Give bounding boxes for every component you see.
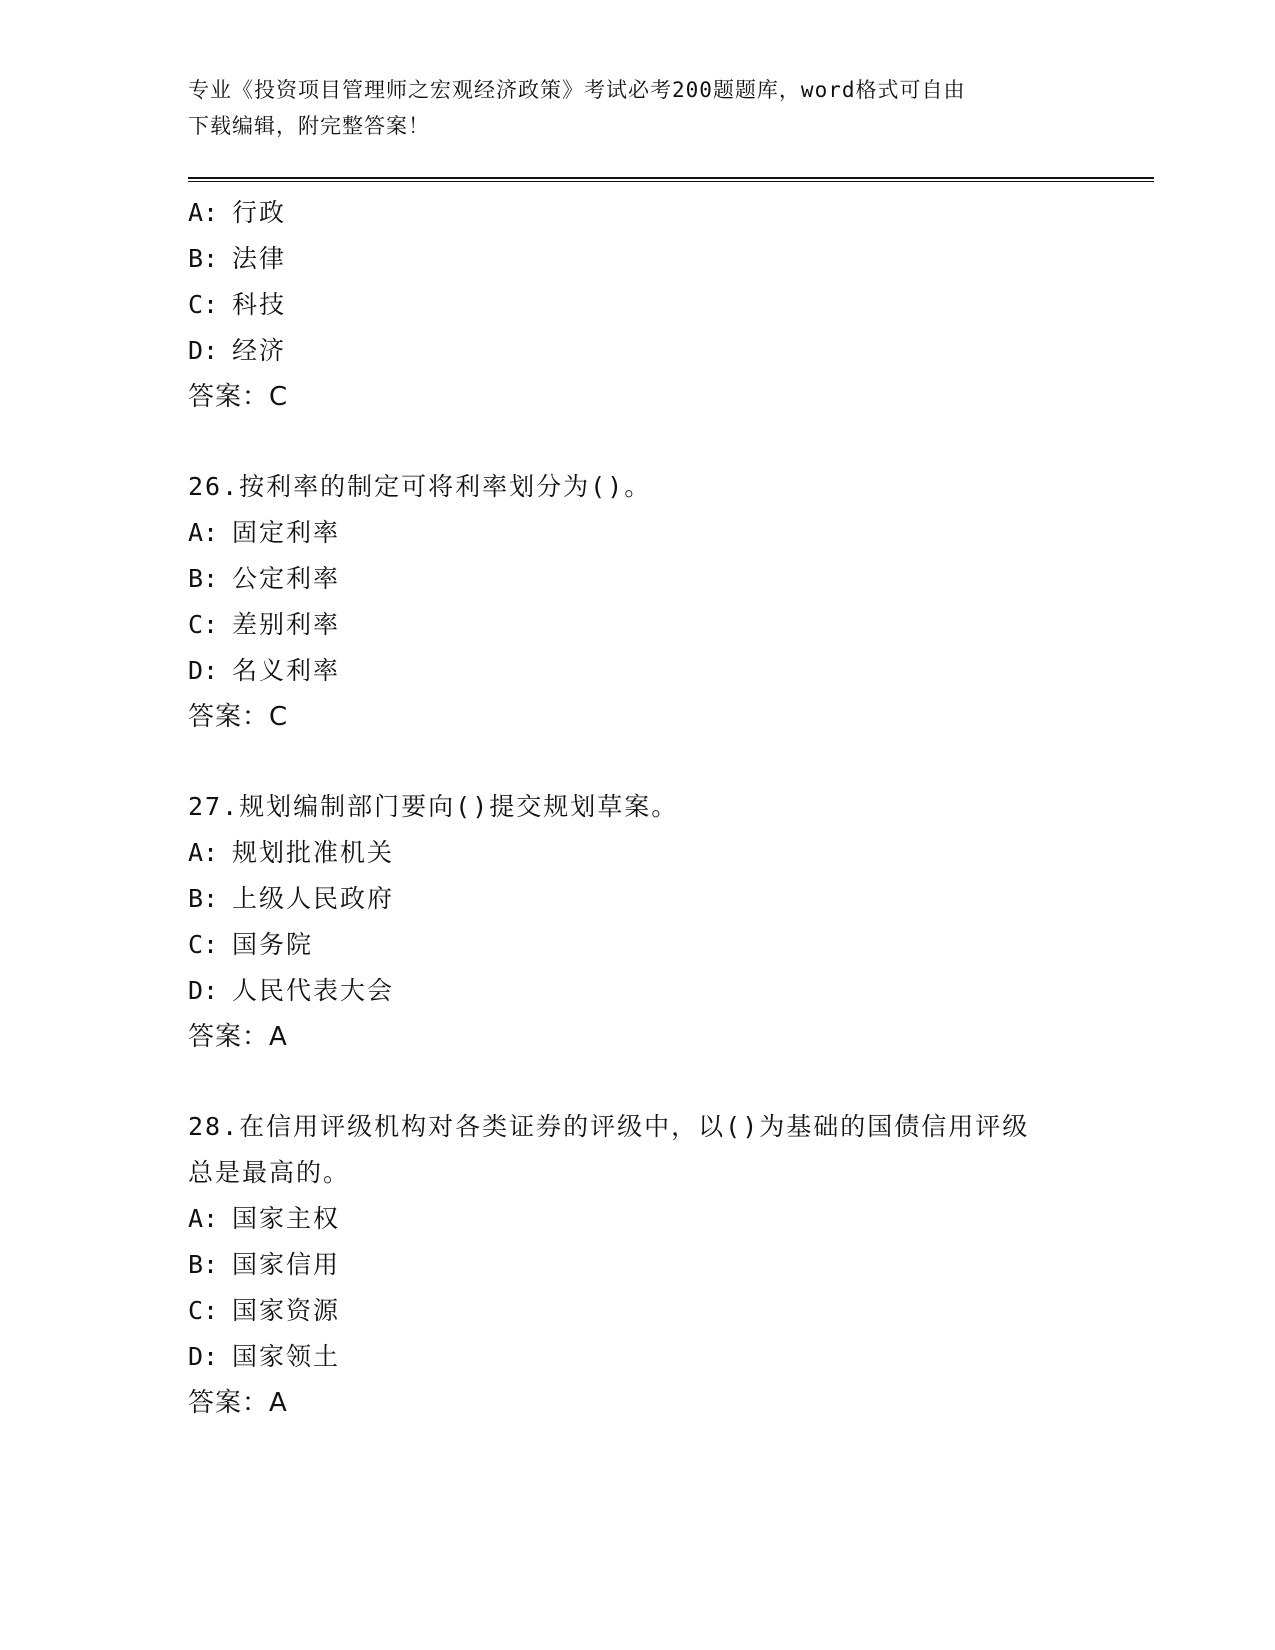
question-list xyxy=(188,190,1088,1426)
header-line-1: 专业《投资项目管理师之宏观经济政策》考试必考200题题库，word格式可自由 xyxy=(188,78,966,102)
option-text: 行政 xyxy=(232,198,287,227)
option-a xyxy=(188,190,1088,236)
option-text: 科技 xyxy=(232,290,287,319)
option-a xyxy=(188,1196,1088,1242)
option-letter: B: xyxy=(188,564,219,593)
option-c xyxy=(188,602,1088,648)
option-d xyxy=(188,328,1088,374)
option-letter: C: xyxy=(188,290,219,319)
option-a xyxy=(188,510,1088,556)
option-text: 公定利率 xyxy=(232,564,341,593)
answer-line: 答案：A xyxy=(188,1388,288,1418)
option-c xyxy=(188,922,1088,968)
option-d xyxy=(188,968,1088,1014)
option-text: 名义利率 xyxy=(232,656,341,685)
spacer xyxy=(188,1060,1088,1104)
question-stem: 27.规划编制部门要向()提交规划草案。 xyxy=(188,792,679,821)
option-letter: A: xyxy=(188,198,219,227)
option-text: 上级人民政府 xyxy=(232,884,395,913)
option-text: 差别利率 xyxy=(232,610,341,639)
question-28 xyxy=(188,1104,1088,1426)
header-line-2: 下载编辑，附完整答案！ xyxy=(188,114,430,138)
answer-line: 答案：C xyxy=(188,382,289,412)
option-d xyxy=(188,648,1088,694)
header-divider xyxy=(188,177,1154,182)
option-b xyxy=(188,1242,1088,1288)
option-text: 国家资源 xyxy=(232,1296,341,1325)
option-text: 经济 xyxy=(232,336,287,365)
question-26 xyxy=(188,464,1088,740)
question-27 xyxy=(188,784,1088,1060)
option-text: 法律 xyxy=(232,244,287,273)
question-stem-line-2: 总是最高的。 xyxy=(188,1158,351,1187)
option-a xyxy=(188,830,1088,876)
question-25-partial xyxy=(188,190,1088,420)
question-stem-line-1: 28.在信用评级机构对各类证券的评级中，以()为基础的国债信用评级 xyxy=(188,1112,1030,1141)
option-letter: D: xyxy=(188,336,219,365)
option-letter: D: xyxy=(188,1342,219,1371)
option-letter: B: xyxy=(188,1250,219,1279)
option-letter: A: xyxy=(188,1204,219,1233)
answer-line: 答案：C xyxy=(188,702,289,732)
spacer xyxy=(188,740,1088,784)
option-letter: A: xyxy=(188,838,219,867)
option-text: 人民代表大会 xyxy=(232,976,395,1005)
option-text: 国务院 xyxy=(232,930,314,959)
option-b xyxy=(188,556,1088,602)
option-letter: B: xyxy=(188,884,219,913)
option-letter: D: xyxy=(188,976,219,1005)
answer-line: 答案：A xyxy=(188,1022,288,1052)
option-letter: C: xyxy=(188,610,219,639)
option-letter: C: xyxy=(188,930,219,959)
option-letter: B: xyxy=(188,244,219,273)
option-text: 国家领土 xyxy=(232,1342,341,1371)
option-text: 国家信用 xyxy=(232,1250,341,1279)
option-letter: C: xyxy=(188,1296,219,1325)
option-letter: A: xyxy=(188,518,219,547)
option-text: 国家主权 xyxy=(232,1204,341,1233)
option-c xyxy=(188,282,1088,328)
spacer xyxy=(188,420,1088,464)
option-text: 规划批准机关 xyxy=(232,838,395,867)
option-text: 固定利率 xyxy=(232,518,341,547)
option-b xyxy=(188,876,1088,922)
option-d xyxy=(188,1334,1088,1380)
option-letter: D: xyxy=(188,656,219,685)
option-b xyxy=(188,236,1088,282)
document-header xyxy=(188,72,1068,144)
option-c xyxy=(188,1288,1088,1334)
question-stem: 26.按利率的制定可将利率划分为()。 xyxy=(188,472,652,501)
